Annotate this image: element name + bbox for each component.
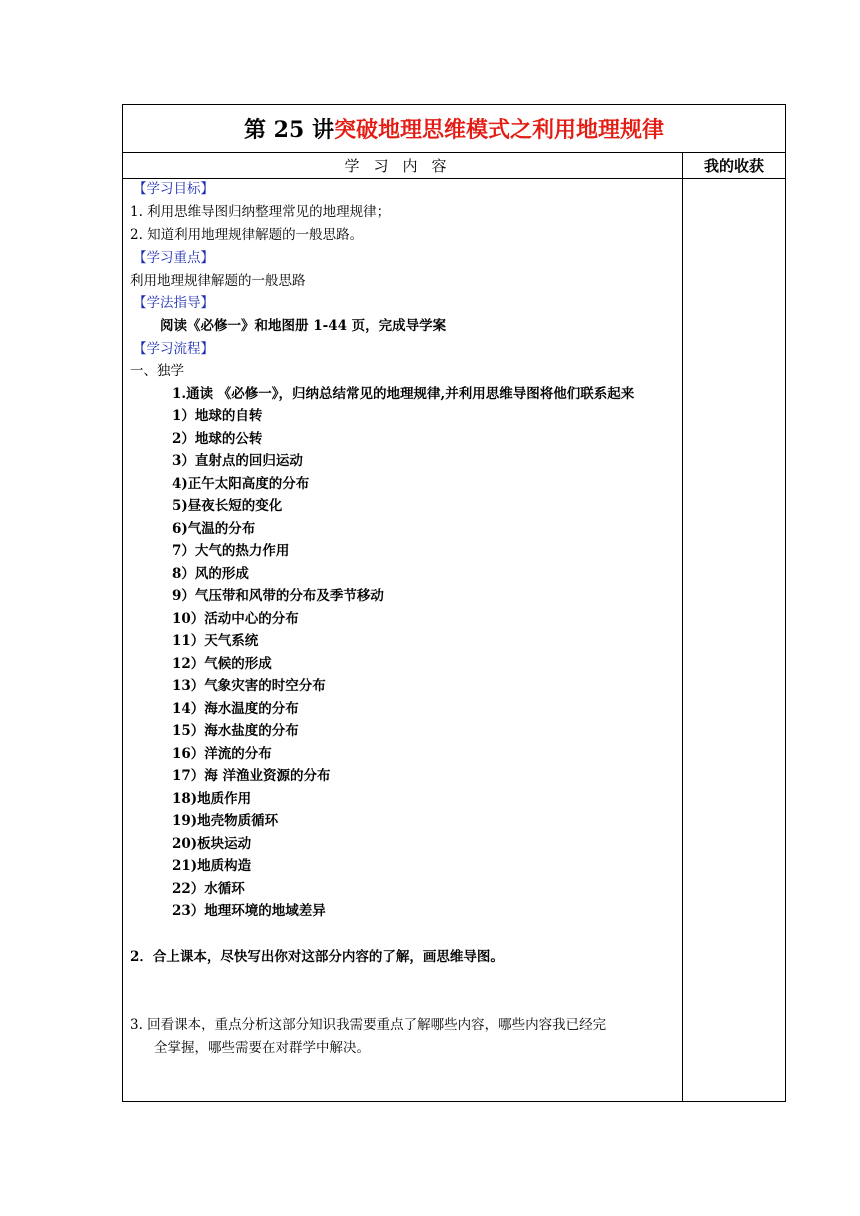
topic-item: 7）大气的热力作用 xyxy=(172,543,290,559)
topic-item: 19)地壳物质循环 xyxy=(172,813,279,829)
topic-item: 1）地球的自转 xyxy=(172,408,263,424)
process-task2: 2．合上课本，尽快写出你对这部分内容的了解，画思维导图。 xyxy=(130,949,504,965)
method-heading: 【学法指导】 xyxy=(133,295,214,311)
topic-item: 2）地球的公转 xyxy=(172,430,263,447)
topic-item: 5)昼夜长短的变化 xyxy=(172,498,283,514)
process-part1: 一、独学 xyxy=(130,363,184,379)
goal-item: 2. 知道利用地理规律解题的一般思路。 xyxy=(130,227,364,243)
title-topic: 突破地理思维模式之利用地理规律 xyxy=(333,117,664,143)
topic-item: 11）天气系统 xyxy=(172,633,259,649)
topic-item: 23）地理环境的地域差异 xyxy=(172,903,326,919)
process-task3: 3. 回看课本，重点分析这部分知识我需要重点了解哪些内容，哪些内容我已经完 xyxy=(130,1017,607,1033)
header-divider xyxy=(123,178,785,179)
topic-item: 14）海水温度的分布 xyxy=(172,700,299,717)
topic-item: 17）海 洋渔业资源的分布 xyxy=(172,768,331,784)
column-header-content: 学习内容 xyxy=(344,157,461,175)
topic-item: 10）活动中心的分布 xyxy=(172,610,299,627)
column-header-harvest: 我的收获 xyxy=(703,157,764,175)
topic-item: 4)正午太阳高度的分布 xyxy=(172,475,310,492)
topic-item: 16）洋流的分布 xyxy=(172,745,272,762)
topic-item: 20)板块运动 xyxy=(172,835,252,852)
title-lesson-number: 第 25 讲 xyxy=(244,117,334,143)
topic-item: 22）水循环 xyxy=(172,880,245,897)
key-text: 利用地理规律解题的一般思路 xyxy=(130,273,306,289)
topic-item: 13）气象灾害的时空分布 xyxy=(172,678,326,694)
topic-item: 12）气候的形成 xyxy=(172,655,272,672)
topic-item: 18)地质作用 xyxy=(172,790,252,807)
topic-item: 8）风的形成 xyxy=(172,565,249,582)
process-task1: 1.通读 《必修一》，归纳总结常见的地理规律,并利用思维导图将他们联系起来 xyxy=(172,386,635,402)
process-heading: 【学习流程】 xyxy=(133,341,214,357)
key-heading: 【学习重点】 xyxy=(133,250,214,266)
goal-item: 1. 利用思维导图归纳整理常见的地理规律； xyxy=(130,204,391,220)
topic-item: 9）气压带和风带的分布及季节移动 xyxy=(172,588,384,604)
topic-item: 3）直射点的回归运动 xyxy=(172,453,303,469)
topic-item: 6)气温的分布 xyxy=(172,520,256,537)
column-divider xyxy=(682,152,683,1101)
study-table xyxy=(122,104,786,1102)
topic-item: 15）海水盐度的分布 xyxy=(172,723,299,739)
method-text: 阅读《必修一》和地图册 1-44 页，完成导学案 xyxy=(160,318,447,334)
goals-heading: 【学习目标】 xyxy=(133,181,214,197)
page-title xyxy=(123,105,785,152)
process-task3-continued: 全掌握，哪些需要在对群学中解决。 xyxy=(154,1040,370,1056)
topic-item: 21)地质构造 xyxy=(172,858,252,874)
